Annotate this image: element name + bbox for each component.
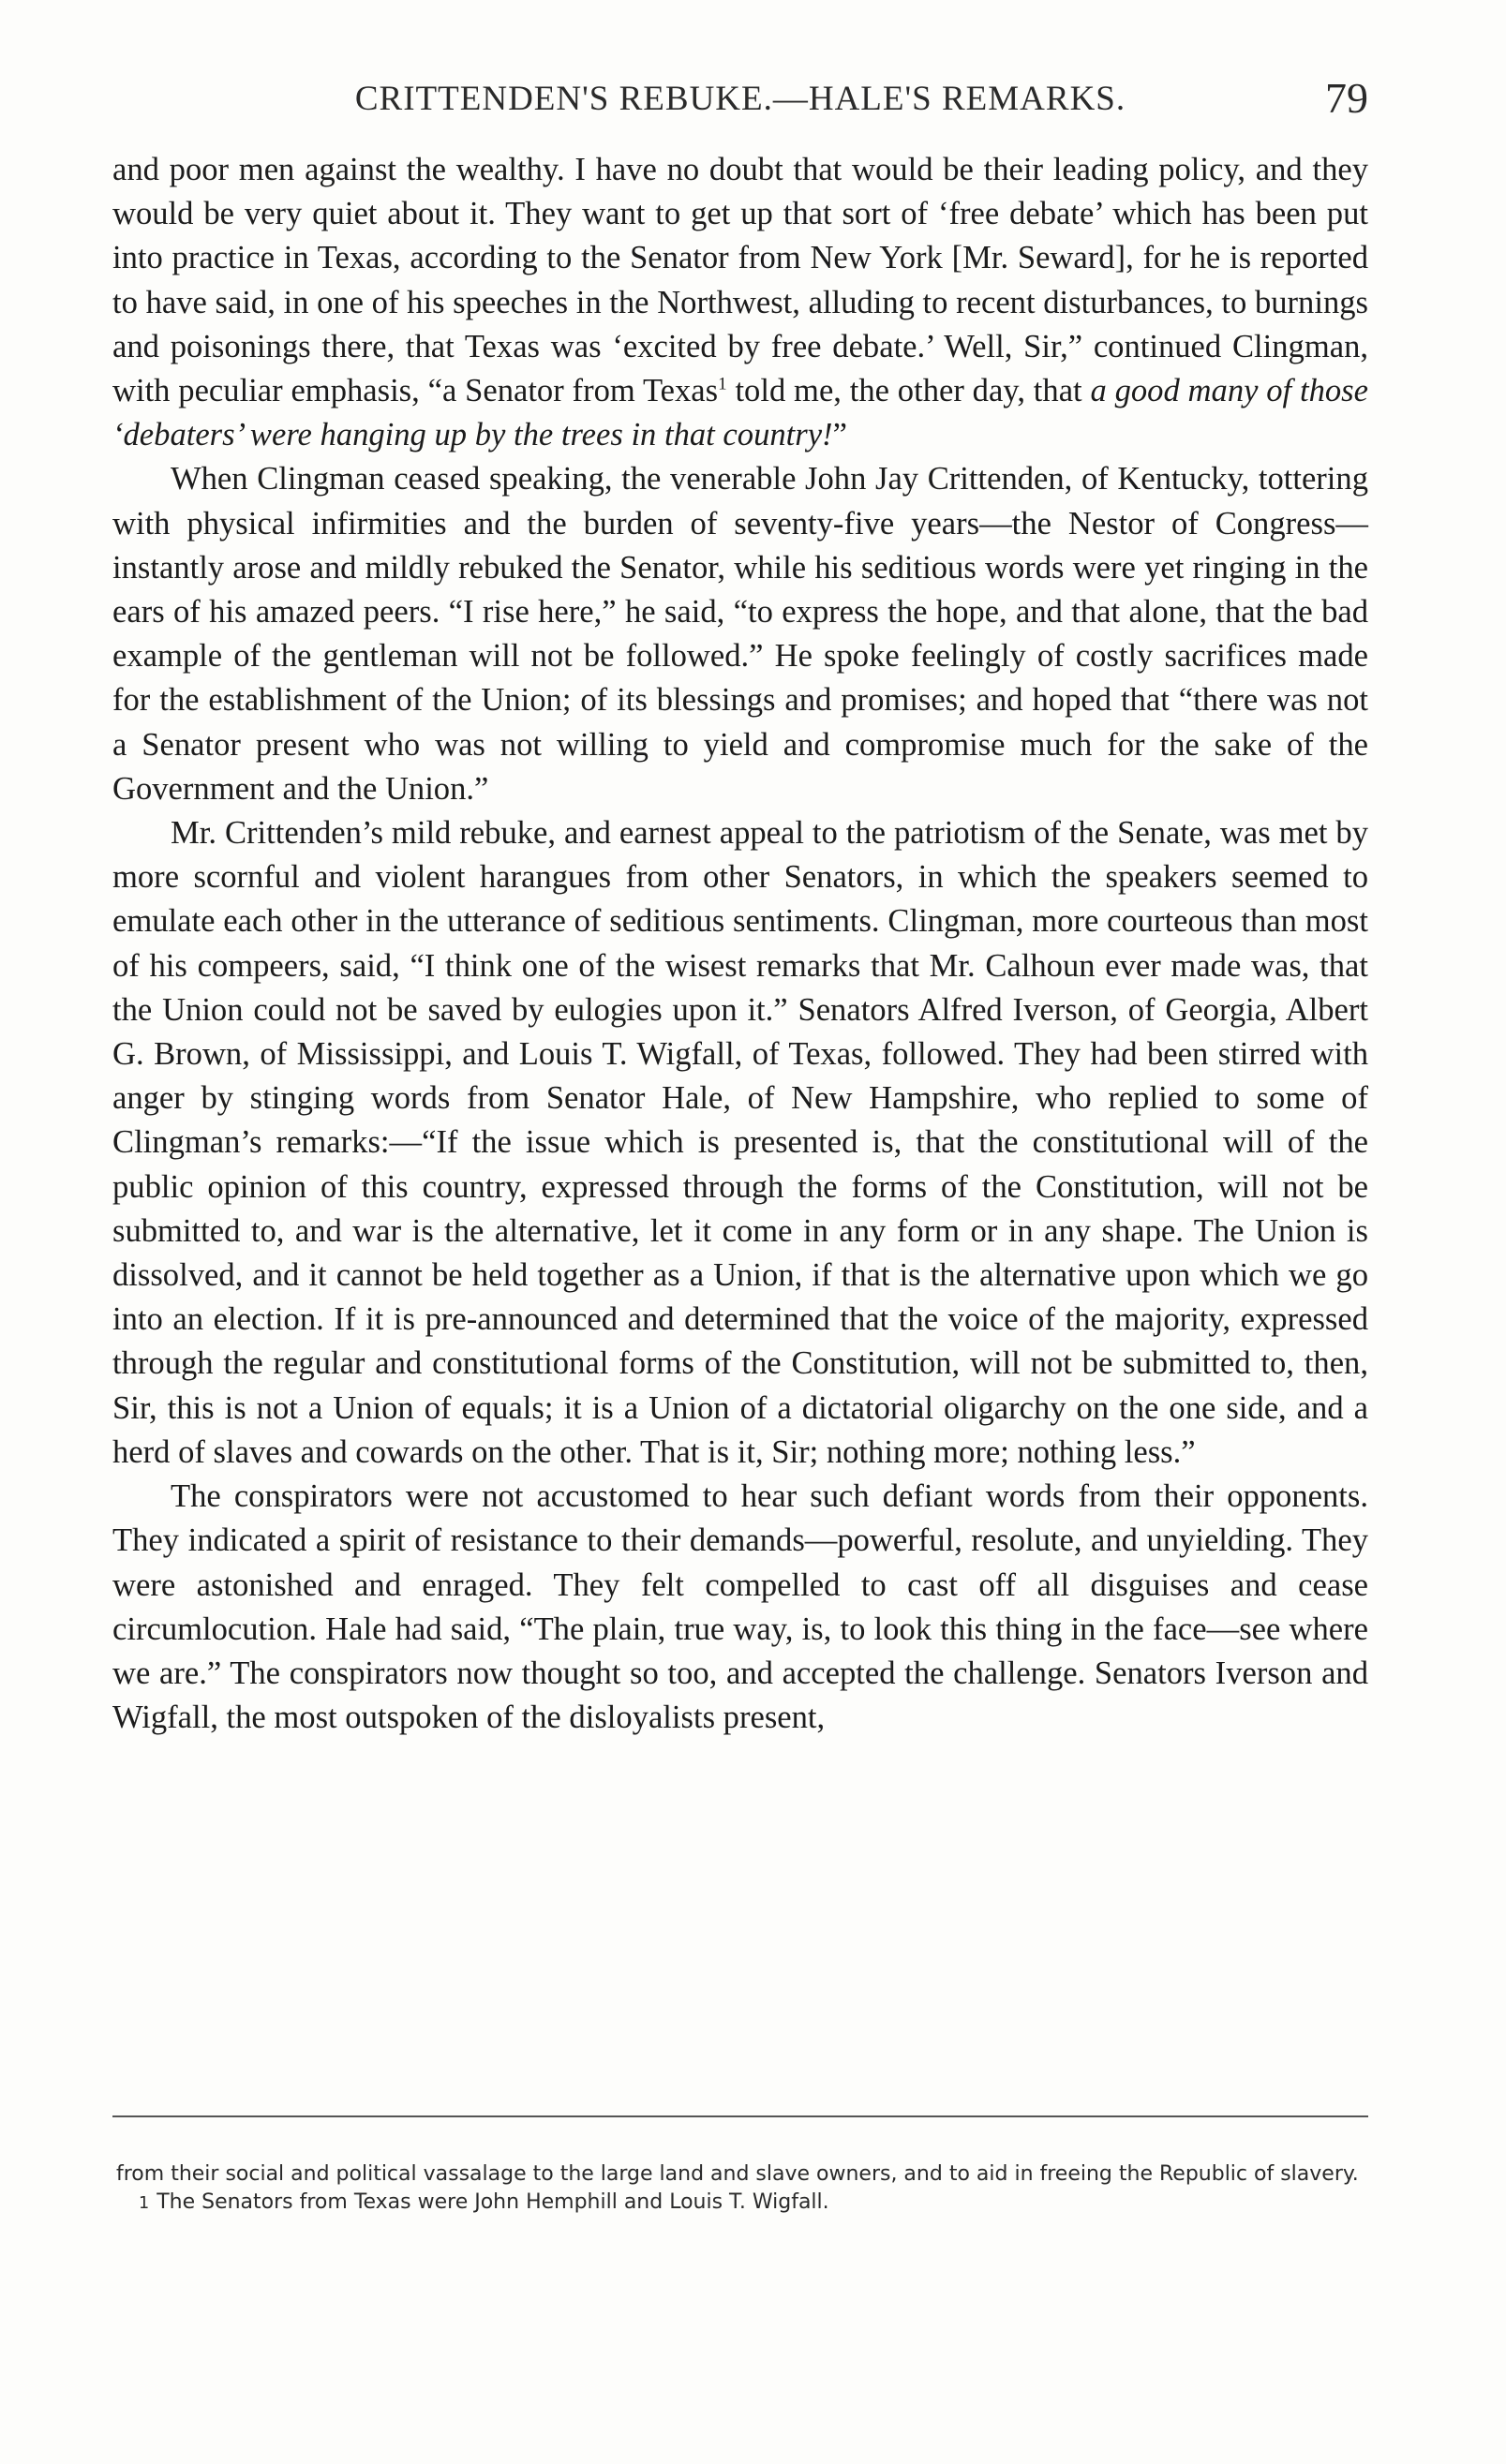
paragraph-2: When Clingman ceased speaking, the venerable John Jay Crittenden, of Kentucky, tottering with physical infirmities and the burden of seventy-five years—the Nestor of Congress—instantly arose and mildly rebuked the Senator, while his seditious words were yet ringing in the ears of his amazed peers. “I rise here,” he said, “to express the hope, and that alone, that the bad example of the gentleman will not be followed.” He spoke feelingly of costly sacrifices made for the establishment of the Union; of its blessings and promises; and hoped that “there was not a Senator present who was not willing to yield and compromise much for the sake of the Government and the Union.” [112, 461, 1368, 807]
footnote-continued: from their social and political vassalage to the large land and slave owners, and to aid in freeing the Republic of slavery. [116, 2162, 1359, 2186]
paragraph-1 [112, 148, 1368, 457]
footnote-1-mark: 1 [139, 2194, 150, 2213]
body-text [112, 148, 1368, 1740]
paragraph-1-italic-quote: a good many of those ‘debaters’ were hanging up by the trees in that country! [112, 373, 1368, 453]
footnotes [116, 2160, 1368, 2218]
footnote-1 [116, 2189, 1368, 2218]
running-title: CRITTENDEN'S REBUKE.—HALE'S REMARKS. [354, 80, 1126, 118]
footnote-ref-1: 1 [718, 374, 727, 394]
paragraph-1-text-b: told me, the other day, that [726, 373, 1091, 409]
paragraph-1-text-a: and poor men against the wealthy. I have no doubt that would be their leading policy, and they would be very quiet about it. They want to get up that sort of ‘free debate’ which has been put into practice in Texas, according to the Senator from New York [Mr. Seward], for he is reported to have said, in one of his speeches in the Northwest, alluding to recent disturbances, to burnings and poisonings there, that Texas was ‘excited by free debate.’ Well, Sir,” continued Clingman, with peculiar emphasis, “a Senator from Texas [112, 152, 1368, 409]
paragraph-4: The conspirators were not accustomed to hear such defiant words from their opponents. They indicated a spirit of resistance to their demands—powerful, resolute, and unyielding. They were astonished and enraged. They felt compelled to cast off all disguises and cease circumlocution. Hale had said, “The plain, true way, is, to look this thing in the face—see where we are.” The conspirators now thought so too, and accepted the challenge. Senators Iverson and Wigfall, the most outspoken of the disloyalists present, [112, 1478, 1368, 1736]
running-head [112, 73, 1368, 129]
footnote-divider [112, 2115, 1368, 2117]
paragraph-1-closing-quote: ” [832, 417, 847, 453]
paragraph-3: Mr. Crittenden’s mild rebuke, and earnest appeal to the patriotism of the Senate, was met by more scornful and violent harangues from other Senators, in which the speakers seemed to emulate each other in the utterance of seditious sentiments. Clingman, more courteous than most of his compeers, said, “I think one of the wisest remarks that Mr. Calhoun ever made was, that the Union could not be saved by eulogies upon it.” Senators Alfred Iverson, of Georgia, Albert G. Brown, of Mississippi, and Louis T. Wigfall, of Texas, followed. They had been stirred with anger by stinging words from Senator Hale, of New Hampshire, who replied to some of Clingman’s remarks:—“If the issue which is presented is, that the constitutional will of the public opinion of this country, expressed through the forms of the Constitution, will not be submitted to, and war is the alternative, let it come in any form or in any shape. The Union is dissolved, and it cannot be held together as a Union, if that is the alternative upon which we go into an election. If it is pre-announced and determined that the voice of the majority, expressed through the regular and constitutional forms of the Constitution, will not be submitted to, then, Sir, this is not a Union of equals; it is a Union of a dictatorial oligarchy on the one side, and a herd of slaves and cowards on the other. That is it, Sir; nothing more; nothing less.” [112, 815, 1368, 1470]
page-number: 79 [1325, 74, 1368, 122]
footnote-1-text: The Senators from Texas were John Hemphill and Louis T. Wigfall. [157, 2190, 829, 2214]
